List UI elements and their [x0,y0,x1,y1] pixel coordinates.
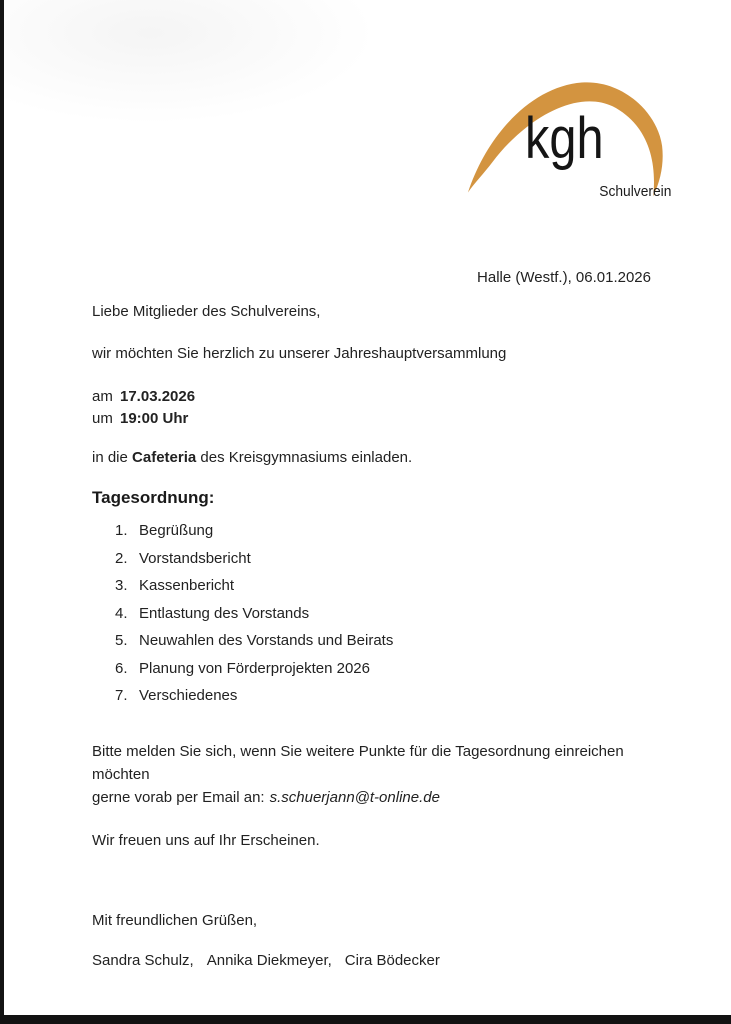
photo-edge-bottom [0,1015,731,1024]
location-line [92,448,651,468]
datetime-label: um [92,410,113,427]
agenda-item-number: 6. [115,659,128,677]
agenda-heading: Tagesordnung: [92,488,215,507]
signature-name: Annika Diekmeyer, [206,951,332,969]
regards-line: Mit freundlichen Grüßen, [92,911,258,929]
photo-edge-left [0,0,4,1024]
agenda-item-number: 7. [115,687,128,704]
agenda-item-number: 3. [115,577,128,594]
logo-text: kgh [525,106,604,171]
datetime-row [92,408,651,430]
location-post: des Kreisgymnasiums einladen. [200,449,413,466]
location-name: Cafeteria [132,449,197,466]
agenda-item [115,600,651,628]
note-paragraph [92,740,651,809]
agenda-item-number: 5. [115,632,128,649]
datetime-value: 19:00 Uhr [120,410,189,427]
event-datetime [92,386,651,430]
intro-line: wir möchten Sie herzlich zu unserer Jahreshauptversammlung [92,345,507,362]
salutation: Liebe Mitglieder des Schulvereins, [92,303,321,320]
note-line2 [92,786,651,809]
signature-name: Sandra Schulz, [92,951,194,969]
agenda-item-label: Entlastung des Vorstands [139,604,310,622]
datetime-label: am [92,388,113,405]
agenda-item-label: Planung von Förderprojekten 2026 [139,659,370,677]
note-line2-pre: gerne vorab per Email an: [92,788,265,806]
signature-name: Cira Bödecker [344,951,440,969]
agenda-item-label: Neuwahlen des Vorstands und Beirats [139,632,394,649]
agenda-item-number: 2. [115,549,128,567]
agenda-item [115,655,651,683]
agenda-item-number: 4. [115,604,128,622]
agenda-item [115,545,651,573]
datetime-row [92,386,651,408]
agenda-list [92,517,651,710]
agenda-item [115,572,651,600]
agenda-item-number: 1. [115,522,128,539]
note-line1: Bitte melden Sie sich, wenn Sie weitere Punkte für die Tagesordnung einreichen möchten [92,742,624,783]
signatures [92,951,651,971]
agenda-item-label: Verschiedenes [139,687,238,704]
agenda-item [115,682,651,710]
agenda-item-label: Vorstandsbericht [139,549,251,567]
agenda-item-label: Begrüßung [139,522,214,539]
email-address: s.schuerjann@t-online.de [269,788,440,806]
dateline: Halle (Westf.), 06.01.2026 [477,269,651,286]
kgh-logo [463,78,671,208]
closing-line: Wir freuen uns auf Ihr Erscheinen. [92,831,320,849]
datetime-value: 17.03.2026 [120,388,196,405]
agenda-item-label: Kassenbericht [139,577,235,594]
location-pre: in die [92,449,128,466]
agenda-item [115,627,651,655]
agenda-item [115,517,651,545]
logo-subtext: Schulverein [598,183,671,200]
